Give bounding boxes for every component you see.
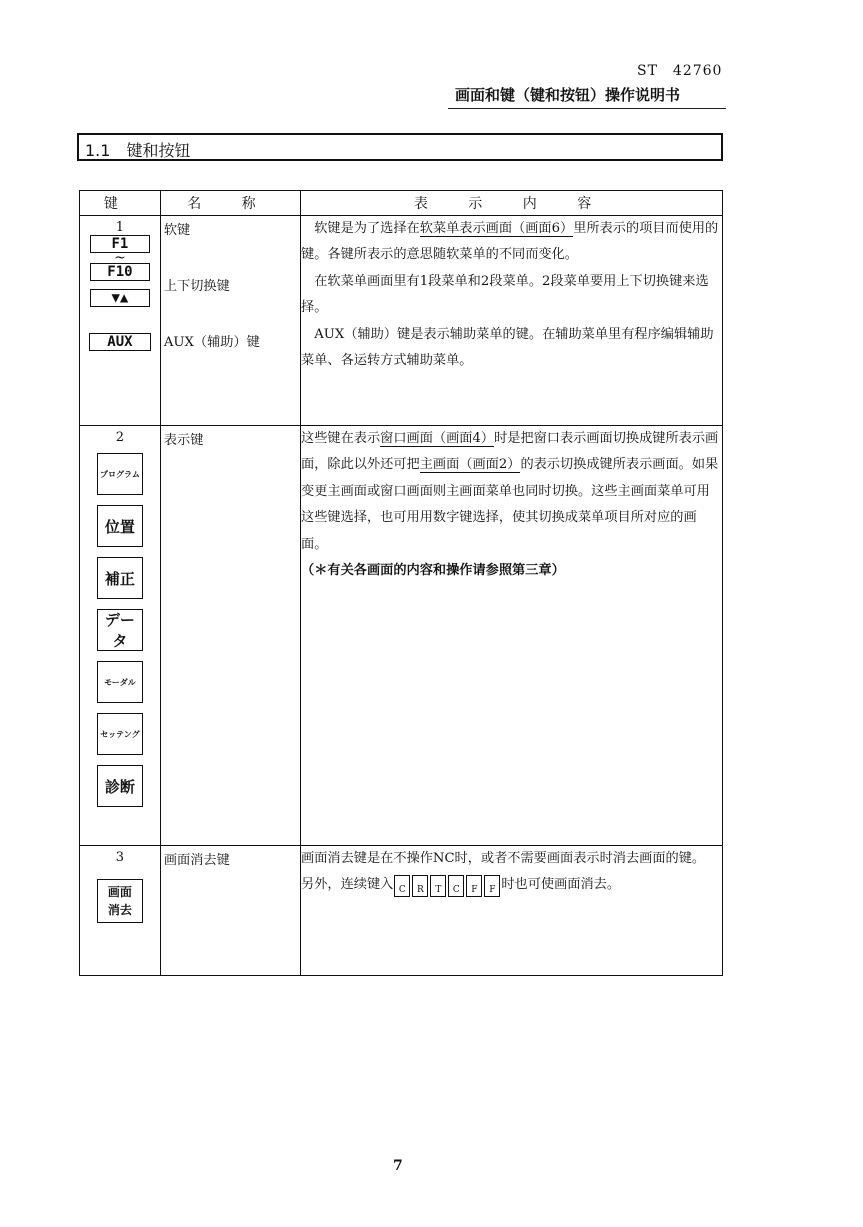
desc-display-note: （＊有关各画面的内容和操作请参照第三章）: [301, 563, 565, 579]
table-row: [80, 216, 723, 426]
screen-clear-key-line1: 画面: [107, 885, 132, 899]
desc-display-b: 时是把窗口表示画面切换成键所表示画面，除此以外还可把: [301, 431, 719, 473]
header-content: 表 示 内 容: [301, 191, 723, 216]
modal-key: モーダル: [97, 661, 143, 703]
row-number: 2: [115, 430, 125, 445]
desc-display-c: 的表示切换成键所表示画面。如果变更主画面或窗口画面则主画面菜单也同时切换。这些主画面菜单可用这些键选择，也可用用数字键选择，使其切换成菜单项目所对应的画面。: [301, 457, 719, 552]
row1-descriptions: [301, 216, 723, 426]
desc-display-underlined-2: 主画面（画面2）: [419, 457, 521, 473]
inline-key-t: T: [430, 875, 446, 897]
section-title: 1.1 键和按钮: [85, 141, 191, 160]
f10-key: F10: [90, 263, 150, 281]
desc-display-underlined-1: 窗口画面（画面4）: [380, 431, 495, 446]
f1-key: F1: [90, 235, 150, 253]
row2-keys: [80, 426, 161, 846]
desc-soft: [301, 216, 722, 269]
row2-description: [301, 426, 723, 846]
desc-screen-clear: 画面消去键是在不操作NC时，或者不需要画面表示时消去画面的键。: [301, 851, 706, 866]
inline-key-r: R: [412, 875, 428, 897]
header-rule: [448, 108, 726, 109]
table-header-row: [80, 191, 723, 216]
screen-clear-key-line2: 消去: [107, 903, 132, 917]
row3-names: [160, 846, 300, 976]
name-display-key: 表示键: [163, 433, 204, 448]
header-key: 键: [80, 191, 161, 216]
desc-soft-underlined: 软菜单表示画面（画面6）: [419, 221, 574, 236]
tilde-mark: ~: [114, 250, 126, 266]
keys-table: [79, 190, 723, 976]
page-number: 7: [393, 1158, 403, 1174]
section-heading: [77, 133, 723, 161]
updown-key: ▼▲: [90, 289, 150, 307]
inline-key-c2: C: [448, 875, 464, 897]
inline-key-f2: F: [484, 875, 500, 897]
row3-keys: [80, 846, 161, 976]
program-key: プログラム: [97, 453, 143, 495]
aux-key: AUX: [89, 333, 151, 351]
name-soft: 软键: [163, 223, 191, 238]
row2-names: [160, 426, 300, 846]
row-number: 1: [115, 220, 125, 235]
desc-sequence-a: 另外，连续键入: [301, 877, 394, 893]
screen-clear-key: [97, 879, 143, 923]
inline-key-f: F: [466, 875, 482, 897]
desc-display: [301, 426, 722, 558]
setting-key: セッテング: [97, 713, 143, 755]
row1-keys: [80, 216, 161, 426]
table-row: [80, 846, 723, 976]
inline-key-c: C: [394, 875, 410, 897]
position-key: 位置: [97, 505, 143, 547]
row-number: 3: [115, 850, 125, 865]
desc-display-a: 这些键在表示: [301, 431, 381, 446]
desc-updown: 在软菜单画面里有1段菜单和2段菜单。2段菜单要用上下切换键来选择。: [301, 273, 709, 316]
row1-names: [160, 216, 300, 426]
name-aux: AUX（辅助）键: [163, 335, 260, 350]
table-row: [80, 426, 723, 846]
name-screen-clear: 画面消去键: [163, 853, 230, 868]
doc-id: ST 42760: [637, 63, 723, 79]
offset-key: 補正: [97, 557, 143, 599]
data-key: データ: [97, 609, 143, 651]
name-updown: 上下切换键: [163, 279, 230, 294]
desc-soft-text-b: 里所表示的项目而使用的键。各键所表示的意思随软菜单的不同而变化。: [301, 221, 719, 263]
doc-title: 画面和键（键和按钮）操作说明书: [455, 86, 681, 104]
desc-screen-clear-sequence: [301, 872, 722, 898]
desc-soft-text-a: 软键是为了选择在: [301, 221, 420, 236]
desc-aux: AUX（辅助）键是表示辅助菜单的键。在辅助菜单里有程序编辑辅助菜单、各运转方式辅助菜单。: [301, 326, 714, 369]
desc-sequence-b: 时也可使画面消去。: [501, 877, 621, 893]
row3-description: [301, 846, 723, 976]
diagnosis-key: 診断: [97, 765, 143, 807]
header-name: 名 称: [160, 191, 300, 216]
